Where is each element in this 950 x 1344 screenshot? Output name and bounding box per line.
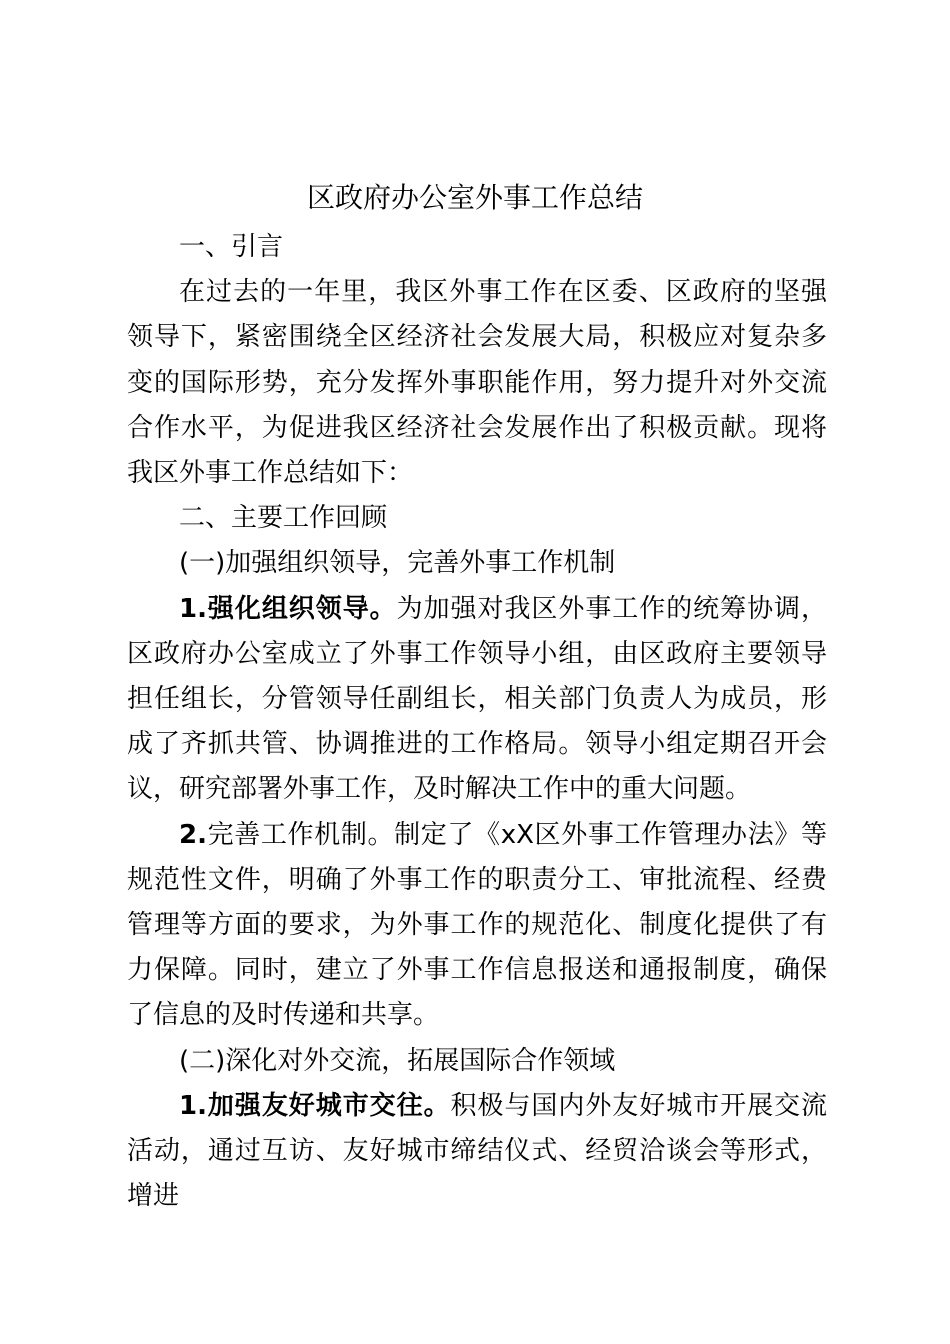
document-title: 区政府办公室外事工作总结	[306, 181, 643, 214]
paragraph-lead: 2.	[179, 819, 207, 850]
paragraph-text: 二、主要工作回顾	[179, 503, 388, 534]
paragraph-text: 完善工作机制。制定了《xX区外事工作管理办法》等规范性文件，明确了外事工作的职责分工、审批流程、经费管理等方面的要求，为外事工作的规范化、制度化提供了有力保障。同时，建立了外事工作信息报送和通报制度，确保了信息的及时传递和共享。	[127, 819, 827, 1031]
paragraph-text: 积极与国内外友好城市开展交流活动，通过互访、友好城市缔结仪式、经贸洽谈会等形式，增进	[127, 1090, 827, 1212]
paragraph-lead: 1.强化组织领导。	[179, 593, 397, 624]
paragraph-introduction	[127, 270, 827, 496]
paragraph-text: 在过去的一年里，我区外事工作在区委、区政府的坚强领导下，紧密围绕全区经济社会发展大局，积极应对复杂多变的国际形势，充分发挥外事职能作用，努力提升对外交流合作水平，为促进我区经济社会发展作出了积极贡献。现将我区外事工作总结如下：	[127, 277, 827, 489]
paragraph-text: (一)加强组织领导，完善外事工作机制	[179, 548, 616, 579]
document-body	[127, 225, 827, 1219]
paragraph-friendly-cities	[127, 1084, 827, 1220]
paragraph-text: (二)深化对外交流，拓展国际合作领域	[179, 1045, 616, 1076]
subsection-heading-2	[127, 1039, 827, 1084]
paragraph-mechanism	[127, 813, 827, 1039]
paragraph-organization	[127, 587, 827, 813]
subsection-heading-1	[127, 541, 827, 586]
section-heading-introduction	[127, 225, 827, 270]
paragraph-text: 为加强对我区外事工作的统筹协调，区政府办公室成立了外事工作领导小组，由区政府主要领导担任组长，分管领导任副组长，相关部门负责人为成员，形成了齐抓共管、协调推进的工作格局。领导小组定期召开会议，研究部署外事工作，及时解决工作中的重大问题。	[127, 593, 827, 805]
section-heading-review	[127, 496, 827, 541]
paragraph-text: 一、引言	[179, 232, 284, 262]
paragraph-lead: 1.加强友好城市交往。	[179, 1090, 451, 1121]
